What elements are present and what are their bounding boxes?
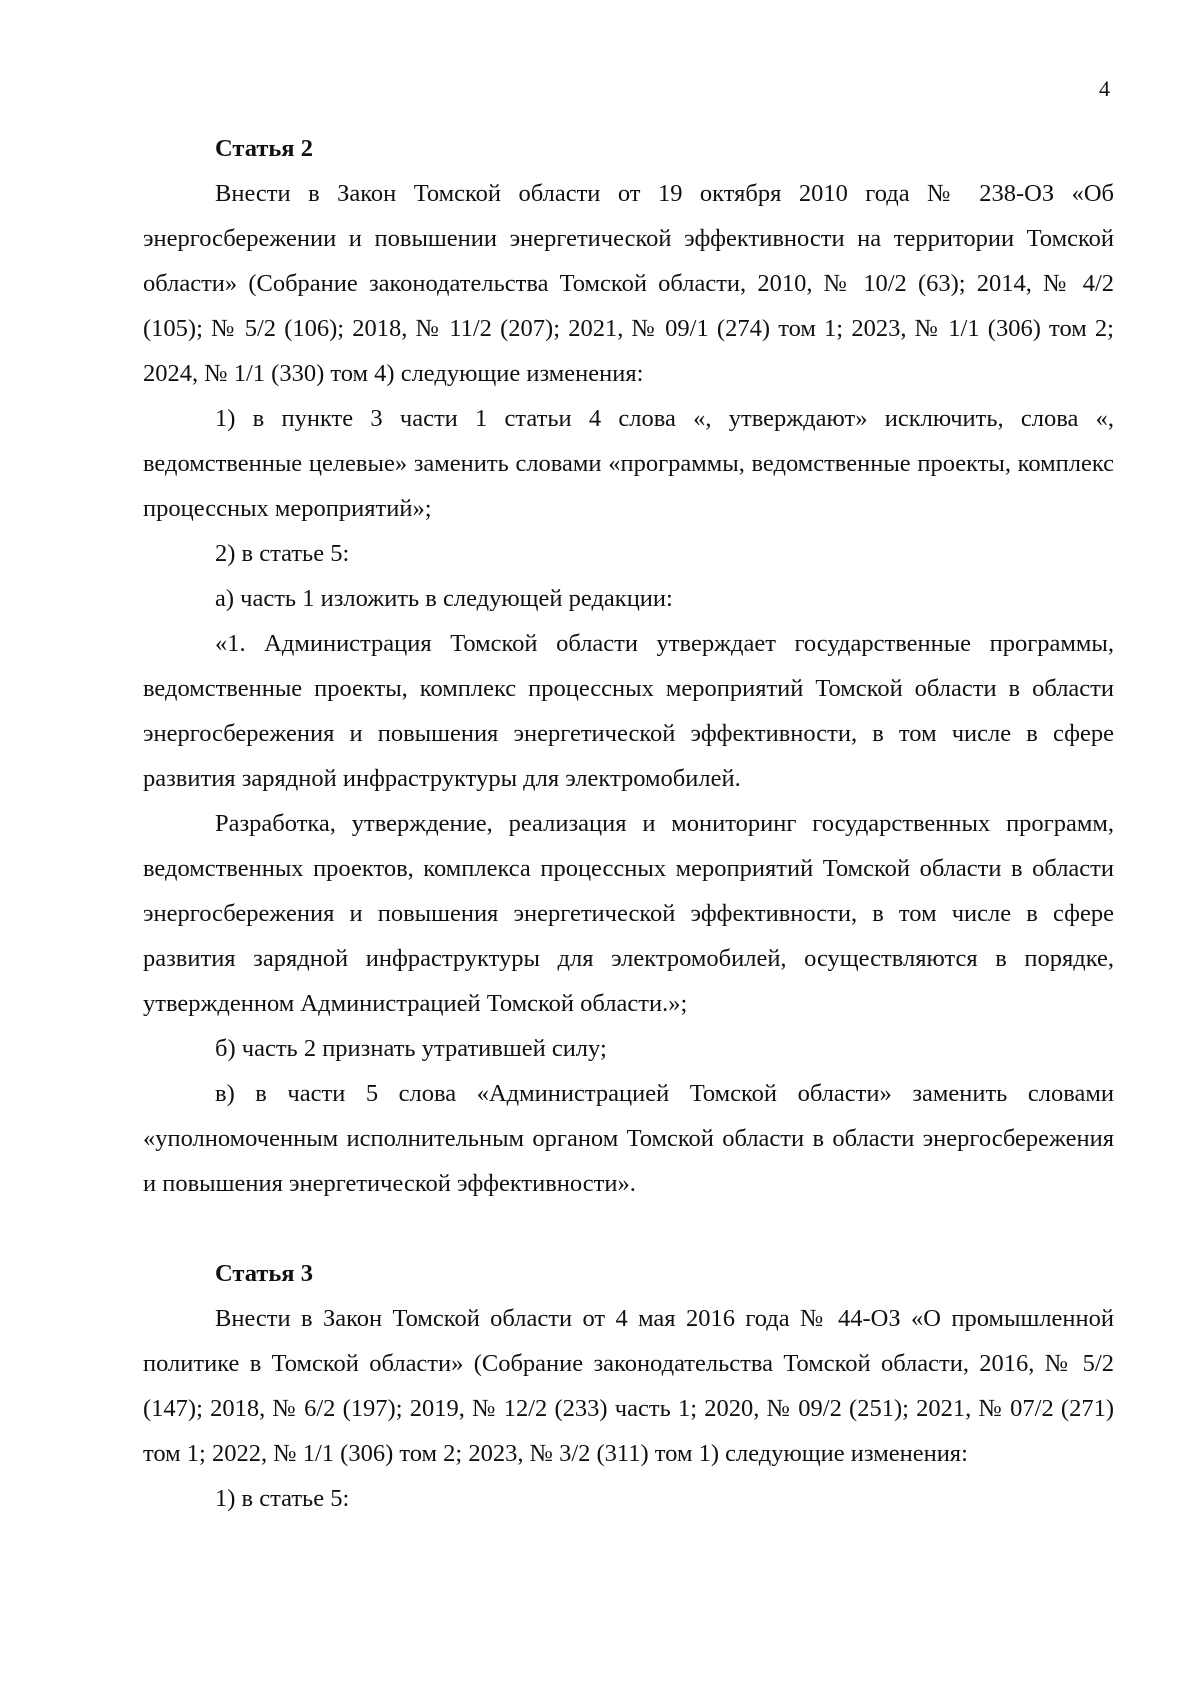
article-2-subitem-v: в) в части 5 слова «Администрацией Томской области» заменить словами «уполномоченным исполнительным органом Томской области в области энергосбережения и повышения энергетической эффективности». [143, 1080, 1114, 1197]
article-3-item-1: 1) в статье 5: [215, 1485, 350, 1512]
article-3 [143, 1251, 1114, 1521]
article-2-subitem-a: а) часть 1 изложить в следующей редакции: [215, 585, 673, 612]
article-2-item-2: 2) в статье 5: [215, 540, 350, 567]
article-2-intro: Внести в Закон Томской области от 19 октября 2010 года № 238-ОЗ «Об энергосбережении и повышении энергетической эффективности на территории Томской области» (Собрание законодательства Томской области, 2010, № 10/2 (63); 2014, № 4/2 (105); № 5/2 (106); 2018, № 11/2 (207); 2021, № 09/1 (274) том 1; 2023, № 1/1 (306) том 2; 2024, № 1/1 (330) том 4) следующие изменения: [143, 180, 1114, 387]
article-2-subitem-b: б) часть 2 признать утратившей силу; [215, 1035, 607, 1062]
article-3-intro: Внести в Закон Томской области от 4 мая 2016 года № 44-ОЗ «О промышленной политике в Томской области» (Собрание законодательства Томской области, 2016, № 5/2 (147); 2018, № 6/2 (197); 2019, № 12/2 (233) часть 1; 2020, № 09/2 (251); 2021, № 07/2 (271) том 1; 2022, № 1/1 (306) том 2; 2023, № 3/2 (311) том 1) следующие изменения: [143, 1305, 1114, 1467]
document-body [143, 126, 1114, 1521]
section-spacer [143, 1206, 1114, 1251]
article-2-quoted-part-1: «1. Администрация Томской области утверждает государственные программы, ведомственные проекты, комплекс процессных мероприятий Томской области в области энергосбережения и повышения энергетической эффективности, в том числе в сфере развития зарядной инфраструктуры для электромобилей. [143, 630, 1114, 792]
article-3-heading: Статья 3 [215, 1260, 313, 1287]
article-2-heading: Статья 2 [215, 135, 313, 162]
article-2-quoted-part-1-cont: Разработка, утверждение, реализация и мониторинг государственных программ, ведомственных проектов, комплекса процессных мероприятий Томской области в области энергосбережения и повышения энергетической эффективности, в том числе в сфере развития зарядной инфраструктуры для электромобилей, осуществляются в порядке, утвержденном Администрацией Томской области.»; [143, 810, 1114, 1017]
article-2-item-1: 1) в пункте 3 части 1 статьи 4 слова «, утверждают» исключить, слова «, ведомственные целевые» заменить словами «программы, ведомственные проекты, комплекс процессных мероприятий»; [143, 405, 1114, 522]
article-2 [143, 126, 1114, 1206]
page-number: 4 [1099, 76, 1110, 101]
